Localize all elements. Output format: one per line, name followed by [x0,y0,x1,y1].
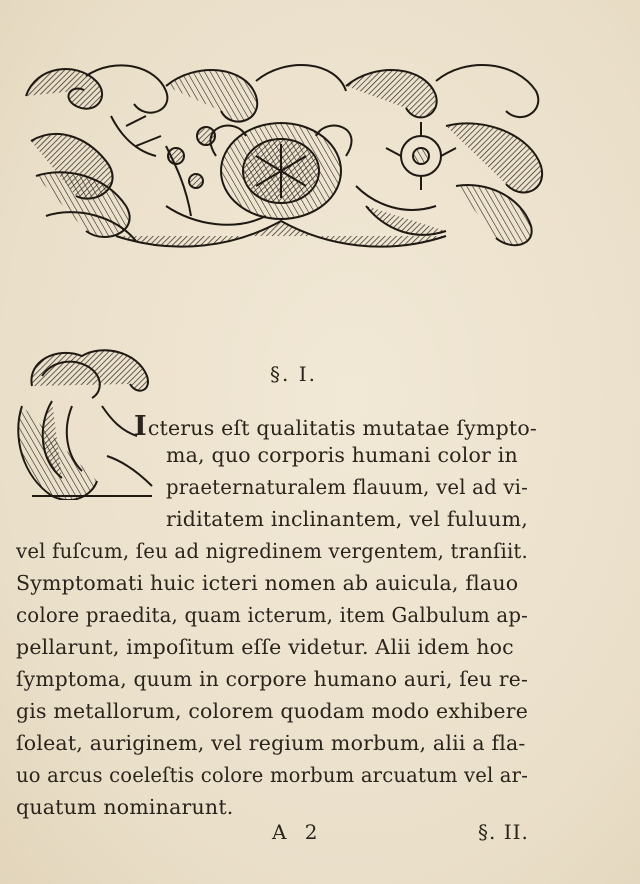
body-line-13: quatum nominarunt. [16,795,234,819]
body-line-4: riditatem inclinantem, vel fuluum, [166,507,528,531]
body-line-2: ma, quo corporis humani color in [166,443,518,467]
section-heading: §. I. [270,362,317,386]
signature-mark: A 2 [272,820,324,844]
body-line-12: uo arcus coeleſtis colore morbum arcuatum vel ar- [16,763,528,787]
ornamental-headpiece [16,56,546,256]
body-line-6: Symptomati huic icteri nomen ab auicula, flauo [16,571,519,595]
body-line-5: vel fuſcum, ſeu ad nigredinem vergentem, tranſiit. [16,539,528,563]
body-line-10: gis metallorum, colorem quodam modo exhibere [16,699,528,723]
body-line-7: colore praedita, quam icterum, item Galbulum ap- [16,603,528,627]
body-line-1 [134,411,538,442]
body-line-11: ſoleat, auriginem, vel regium morbum, alii a fla- [16,731,526,755]
body-line-1-text: cterus eſt qualitatis mutatae ſympto- [147,416,538,440]
body-line-3: praeternaturalem flauum, vel ad vi- [166,475,528,499]
catchword: §. II. [478,820,529,844]
lead-letter: I [134,411,147,442]
body-line-9: ſymptoma, quum in corpore humano auri, ſeu re- [16,667,528,691]
body-line-8: pellarunt, impoſitum eſſe videtur. Alii idem hoc [16,635,514,659]
